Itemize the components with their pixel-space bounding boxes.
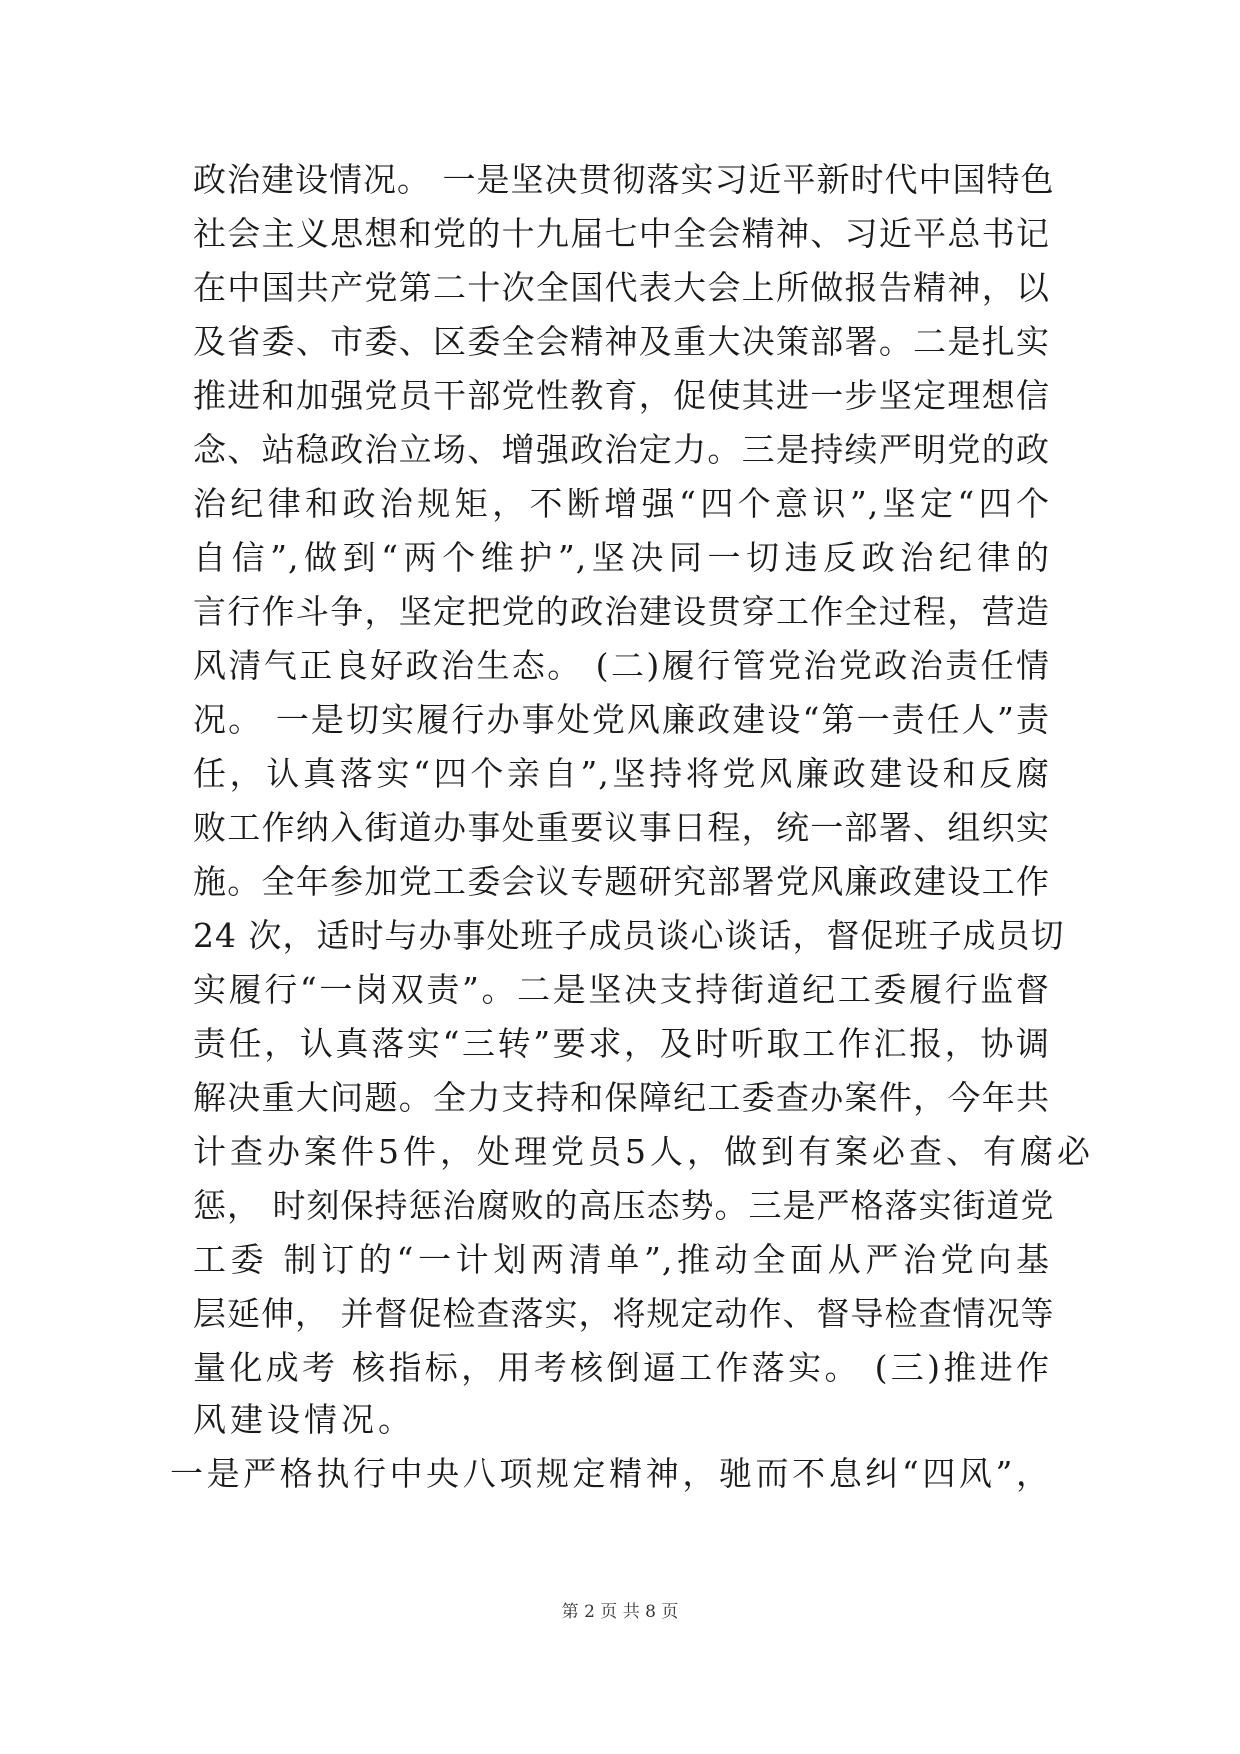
- body-text-line: 24 次，适时与办事处班子成员谈心谈话，督促班子成员切: [193, 916, 1065, 955]
- body-text-line: 解决重大问题。全力支持和保障纪工委查办案件，今年共: [193, 1078, 1050, 1117]
- body-text-line: 言行作斗争，坚定把党的政治建设贯穿工作全过程，营造: [193, 592, 1050, 631]
- body-text-line: 况。 一是切实履行办事处党风廉政建设“第一责任人”责: [193, 700, 1050, 739]
- body-text-line: 念、站稳政治立场、增强政治定力。三是持续严明党的政: [193, 430, 1050, 469]
- body-text-line: 计查办案件5件，处理党员5人，做到有案必查、有腐必: [193, 1132, 1094, 1171]
- body-text-line: 施。全年参加党工委会议专题研究部署党风廉政建设工作: [193, 862, 1050, 901]
- body-text-line: 在中国共产党第二十次全国代表大会上所做报告精神，以: [193, 268, 1050, 307]
- body-text-line: 惩， 时刻保持惩治腐败的高压态势。三是严格落实街道党: [193, 1186, 1055, 1225]
- body-text-line: 量化成考 核指标，用考核倒逼工作落实。 (三)推进作: [193, 1348, 1050, 1387]
- body-text-line: 任，认真落实“四个亲自”,坚持将党风廉政建设和反腐: [193, 754, 1050, 793]
- body-text-line: 败工作纳入街道办事处重要议事日程，统一部署、组织实: [193, 808, 1050, 847]
- body-text-line: 社会主义思想和党的十九届七中全会精神、习近平总书记: [193, 214, 1050, 253]
- body-text-line: 责任，认真落实“三转”要求，及时听取工作汇报，协调: [193, 1024, 1050, 1063]
- body-text-line: 风建设情况。: [193, 1400, 415, 1439]
- body-text-line: 工委 制订的“一计划两清单”,推动全面从严治党向基: [193, 1240, 1050, 1279]
- page-number-footer: 第 2 页 共 8 页: [561, 1602, 679, 1622]
- body-text-line: 实履行“一岗双责”。二是坚决支持街道纪工委履行监督: [193, 970, 1050, 1009]
- body-text-line: 一是严格执行中央八项规定精神，驰而不息纠“四风”，: [170, 1454, 1050, 1493]
- body-text-line: 自信”,做到“两个维护”,坚决同一切违反政治纪律的: [193, 538, 1050, 577]
- body-text-line: 层延伸， 并督促检查落实，将规定动作、督导检查情况等: [193, 1294, 1055, 1333]
- body-text-line: 风清气正良好政治生态。 (二)履行管党治党政治责任情: [193, 646, 1050, 685]
- body-text-line: 推进和加强党员干部党性教育，促使其进一步坚定理想信: [193, 376, 1050, 415]
- body-text-line: 政治建设情况。 一是坚决贯彻落实习近平新时代中国特色: [193, 160, 1055, 199]
- body-text-line: 及省委、市委、区委全会精神及重大决策部署。二是扎实: [193, 322, 1050, 361]
- body-text-line: 治纪律和政治规矩，不断增强“四个意识”,坚定“四个: [193, 484, 1050, 523]
